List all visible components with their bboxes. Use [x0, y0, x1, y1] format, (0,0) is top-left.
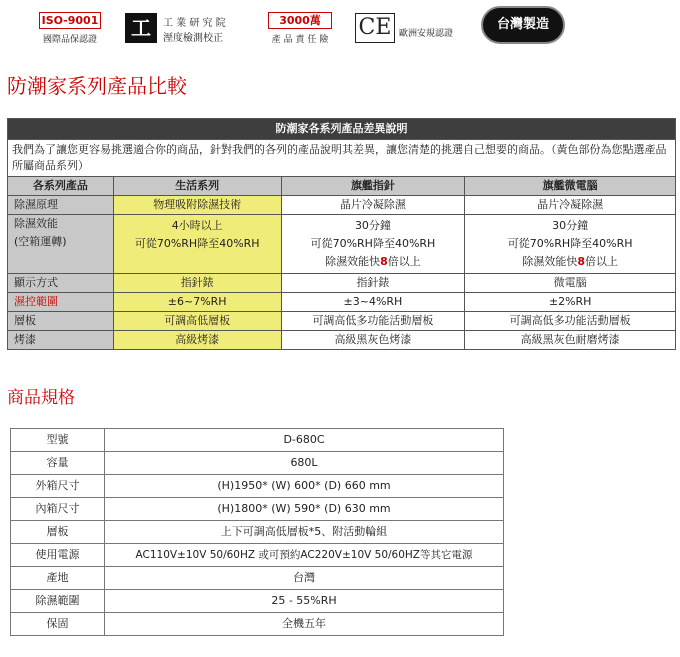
cell-pointer: 指針錶	[281, 274, 465, 293]
spec-label: 除濕範圍	[11, 590, 105, 613]
table-row	[8, 215, 676, 274]
table-row	[11, 498, 504, 521]
row-label	[8, 215, 114, 274]
comparison-title: 防潮家系列產品比較	[7, 74, 187, 98]
cell-pointer: 可調高低多功能活動層板	[281, 312, 465, 331]
efficiency-label: 除濕效能	[14, 217, 58, 230]
cell-life: 可調高低層板	[113, 312, 281, 331]
text-line: 30分鐘	[552, 219, 589, 232]
spec-value: 上下可調高低層板*5、附活動輪組	[105, 521, 504, 544]
cell-life: 指針錶	[113, 274, 281, 293]
liability-logo: 3000萬	[268, 12, 332, 29]
column-header: 生活系列	[113, 177, 281, 196]
table-row	[11, 429, 504, 452]
text-part: 倍以上	[387, 255, 421, 268]
spec-label: 容量	[11, 452, 105, 475]
spec-label: 外箱尺寸	[11, 475, 105, 498]
spec-label: 保固	[11, 613, 105, 636]
cell-micro: 可調高低多功能活動層板	[465, 312, 676, 331]
spec-label: 層板	[11, 521, 105, 544]
table-row	[11, 475, 504, 498]
iso-caption: 國際品保認證	[42, 35, 97, 45]
made-in-taiwan-badge: 台灣製造	[481, 6, 565, 44]
cell-life	[113, 215, 281, 274]
spec-value: D-680C	[105, 429, 504, 452]
spec-value: (H)1950* (W) 600* (D) 660 mm	[105, 475, 504, 498]
cell-pointer: 晶片冷凝除濕	[281, 196, 465, 215]
spec-label: 內箱尺寸	[11, 498, 105, 521]
cell-micro: 微電腦	[465, 274, 676, 293]
table-row	[8, 293, 676, 312]
table-row	[11, 544, 504, 567]
spec-label: 產地	[11, 567, 105, 590]
liability-badge	[263, 12, 337, 45]
spec-value: (H)1800* (W) 590* (D) 630 mm	[105, 498, 504, 521]
certification-badges	[0, 0, 680, 60]
row-label: 顯示方式	[8, 274, 114, 293]
table-row	[11, 567, 504, 590]
spec-label: 型號	[11, 429, 105, 452]
text-line: 可從70%RH降至40%RH	[507, 237, 633, 250]
table-row	[11, 590, 504, 613]
column-header: 旗艦微電腦	[465, 177, 676, 196]
cell-micro	[465, 215, 676, 274]
cell-micro: ±2%RH	[465, 293, 676, 312]
spec-value: 台灣	[105, 567, 504, 590]
ce-caption: 歐洲安規認證	[399, 29, 454, 39]
text-line	[282, 253, 465, 271]
column-header: 各系列產品	[8, 177, 114, 196]
highlight-number: 8	[380, 255, 388, 268]
text-part: 除濕效能快	[522, 255, 578, 268]
spec-value: 25 - 55%RH	[105, 590, 504, 613]
cell-pointer: ±3~4%RH	[281, 293, 465, 312]
itri-caption-line1: 工 業 研 究 院	[163, 18, 226, 29]
column-header: 旗艦指針	[281, 177, 465, 196]
highlight-number: 8	[577, 255, 585, 268]
efficiency-sublabel: (空箱運轉)	[14, 235, 67, 248]
table-row	[8, 196, 676, 215]
row-label: 除濕原理	[8, 196, 114, 215]
row-label: 層板	[8, 312, 114, 331]
row-label: 烤漆	[8, 331, 114, 350]
spec-label: 使用電源	[11, 544, 105, 567]
text-line: 可從70%RH降至40%RH	[310, 237, 436, 250]
table-row	[11, 613, 504, 636]
text-line: 4小時以上	[171, 219, 223, 232]
cell-micro: 晶片冷凝除濕	[465, 196, 676, 215]
itri-logo-icon: 工	[125, 13, 157, 43]
cell-pointer	[281, 215, 465, 274]
ce-logo-icon: CE	[355, 13, 395, 43]
comparison-table-header: 防潮家各系列產品差異說明	[8, 119, 676, 140]
table-row	[8, 274, 676, 293]
row-label: 濕控範圍	[8, 293, 114, 312]
iso-logo: ISO-9001	[39, 12, 101, 29]
text-part: 除濕效能快	[325, 255, 381, 268]
text-line: 可從70%RH降至40%RH	[134, 237, 260, 250]
text-line	[465, 253, 675, 271]
text-part: 倍以上	[584, 255, 618, 268]
cell-life: ±6~7%RH	[113, 293, 281, 312]
comparison-intro: 我們為了讓您更容易挑選適合你的商品，針對我們的各列的產品說明其差異，讓您清楚的挑選自己想要的商品。（黃色部份為您點選產品所屬商品系列）	[8, 140, 676, 177]
table-row	[11, 521, 504, 544]
comparison-table	[7, 118, 676, 350]
cell-micro: 高級黑灰色耐磨烤漆	[465, 331, 676, 350]
table-row	[8, 331, 676, 350]
table-row	[8, 312, 676, 331]
table-row	[11, 452, 504, 475]
spec-value: AC110V±10V 50/60HZ 或可預約AC220V±10V 50/60HZ等其它電源	[105, 544, 504, 567]
text-line: 30分鐘	[354, 219, 391, 232]
itri-caption-line2: 溼度檢測校正	[163, 33, 223, 44]
cell-pointer: 高級黑灰色烤漆	[281, 331, 465, 350]
spec-value: 680L	[105, 452, 504, 475]
liability-caption: 產 品 責 任 險	[271, 35, 329, 45]
cell-life: 物理吸附除濕技術	[113, 196, 281, 215]
specs-title: 商品規格	[7, 388, 75, 408]
spec-value: 全機五年	[105, 613, 504, 636]
cell-life: 高級烤漆	[113, 331, 281, 350]
specs-table	[10, 428, 504, 636]
iso-badge	[34, 12, 106, 45]
